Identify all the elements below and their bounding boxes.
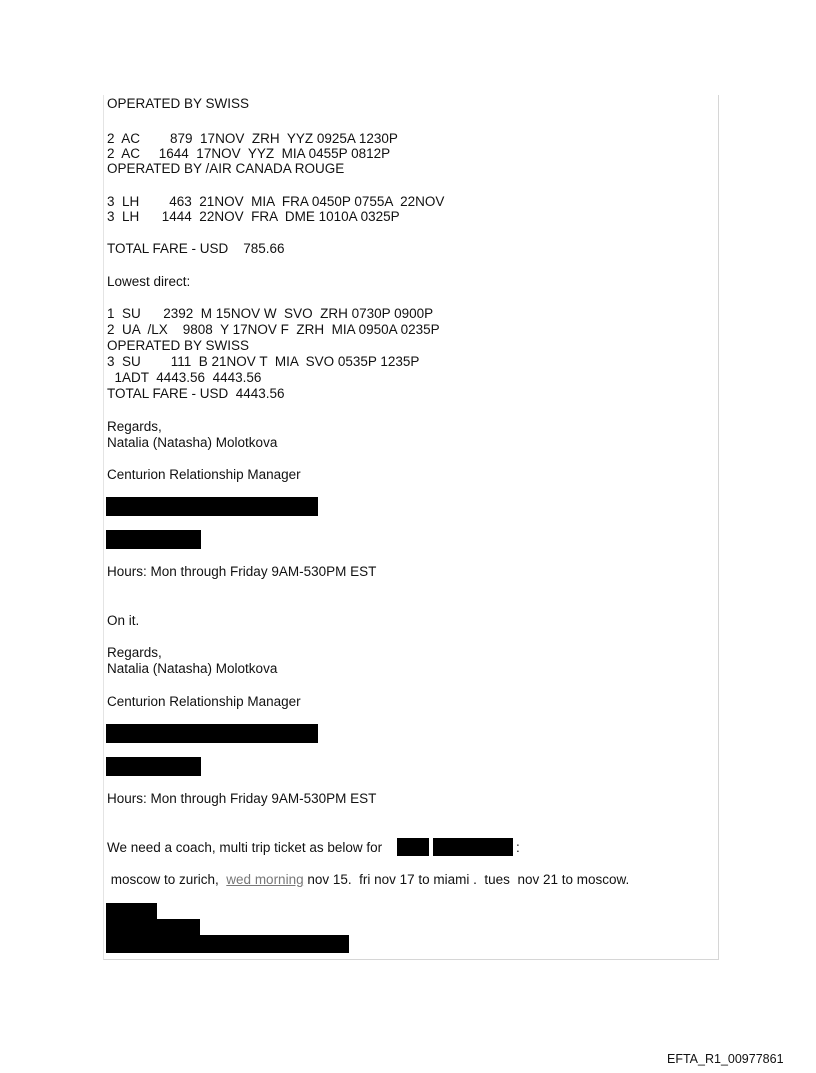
document-id: EFTA_R1_00977861 <box>667 1052 784 1066</box>
fare-breakdown: 1ADT 4443.56 4443.56 <box>107 370 262 385</box>
redaction-block <box>106 530 201 549</box>
redaction-block <box>106 919 200 936</box>
flight-segment: 3 LH 1444 22NOV FRA DME 1010A 0325P <box>107 209 400 224</box>
reply-text: On it. <box>107 613 140 628</box>
request-colon: : <box>516 840 520 855</box>
operated-by-line: OPERATED BY SWISS <box>107 338 250 353</box>
wed-morning-link[interactable]: wed morning <box>226 872 304 887</box>
request-intro <box>107 840 382 856</box>
flight-segment: 2 AC 879 17NOV ZRH YYZ 0925A 1230P <box>107 131 398 146</box>
total-fare: TOTAL FARE - USD 785.66 <box>107 241 285 256</box>
redaction-block <box>106 724 318 743</box>
route-end: nov 15. fri nov 17 to miami . tues nov 21 to moscow. <box>303 872 630 887</box>
route-start: moscow to zurich, <box>107 872 227 887</box>
flight-segment: 1 SU 2392 M 15NOV W SVO ZRH 0730P 0900P <box>107 306 434 321</box>
signature-title: Centurion Relationship Manager <box>107 467 301 482</box>
signature-title: Centurion Relationship Manager <box>107 694 301 709</box>
total-fare: TOTAL FARE - USD 4443.56 <box>107 386 285 401</box>
flight-segment: 3 LH 463 21NOV MIA FRA 0450P 0755A 22NOV <box>107 194 445 209</box>
request-intro-text: We need a coach, multi trip ticket as below for <box>107 840 383 855</box>
signature-hours: Hours: Mon through Friday 9AM-530PM EST <box>107 564 377 579</box>
signature-name: Natalia (Natasha) Molotkova <box>107 435 278 450</box>
route-line <box>107 872 629 888</box>
redaction-block <box>433 838 513 856</box>
flight-segment: 3 SU 111 B 21NOV T MIA SVO 0535P 1235P <box>107 354 420 369</box>
signature-regards: Regards, <box>107 645 162 660</box>
flight-segment: 2 UA /LX 9808 Y 17NOV F ZRH MIA 0950A 0235P <box>107 322 440 337</box>
operated-by-line: OPERATED BY SWISS <box>107 96 250 111</box>
redaction-block <box>106 935 349 953</box>
redaction-block <box>106 903 157 920</box>
signature-hours: Hours: Mon through Friday 9AM-530PM EST <box>107 791 377 806</box>
redaction-block <box>397 838 429 856</box>
redaction-block <box>106 757 201 776</box>
operated-by-line: OPERATED BY /AIR CANADA ROUGE <box>107 161 345 176</box>
signature-regards: Regards, <box>107 419 162 434</box>
redaction-block <box>106 497 318 516</box>
signature-name: Natalia (Natasha) Molotkova <box>107 661 278 676</box>
flight-segment: 2 AC 1644 17NOV YYZ MIA 0455P 0812P <box>107 146 391 161</box>
section-heading: Lowest direct: <box>107 274 191 289</box>
